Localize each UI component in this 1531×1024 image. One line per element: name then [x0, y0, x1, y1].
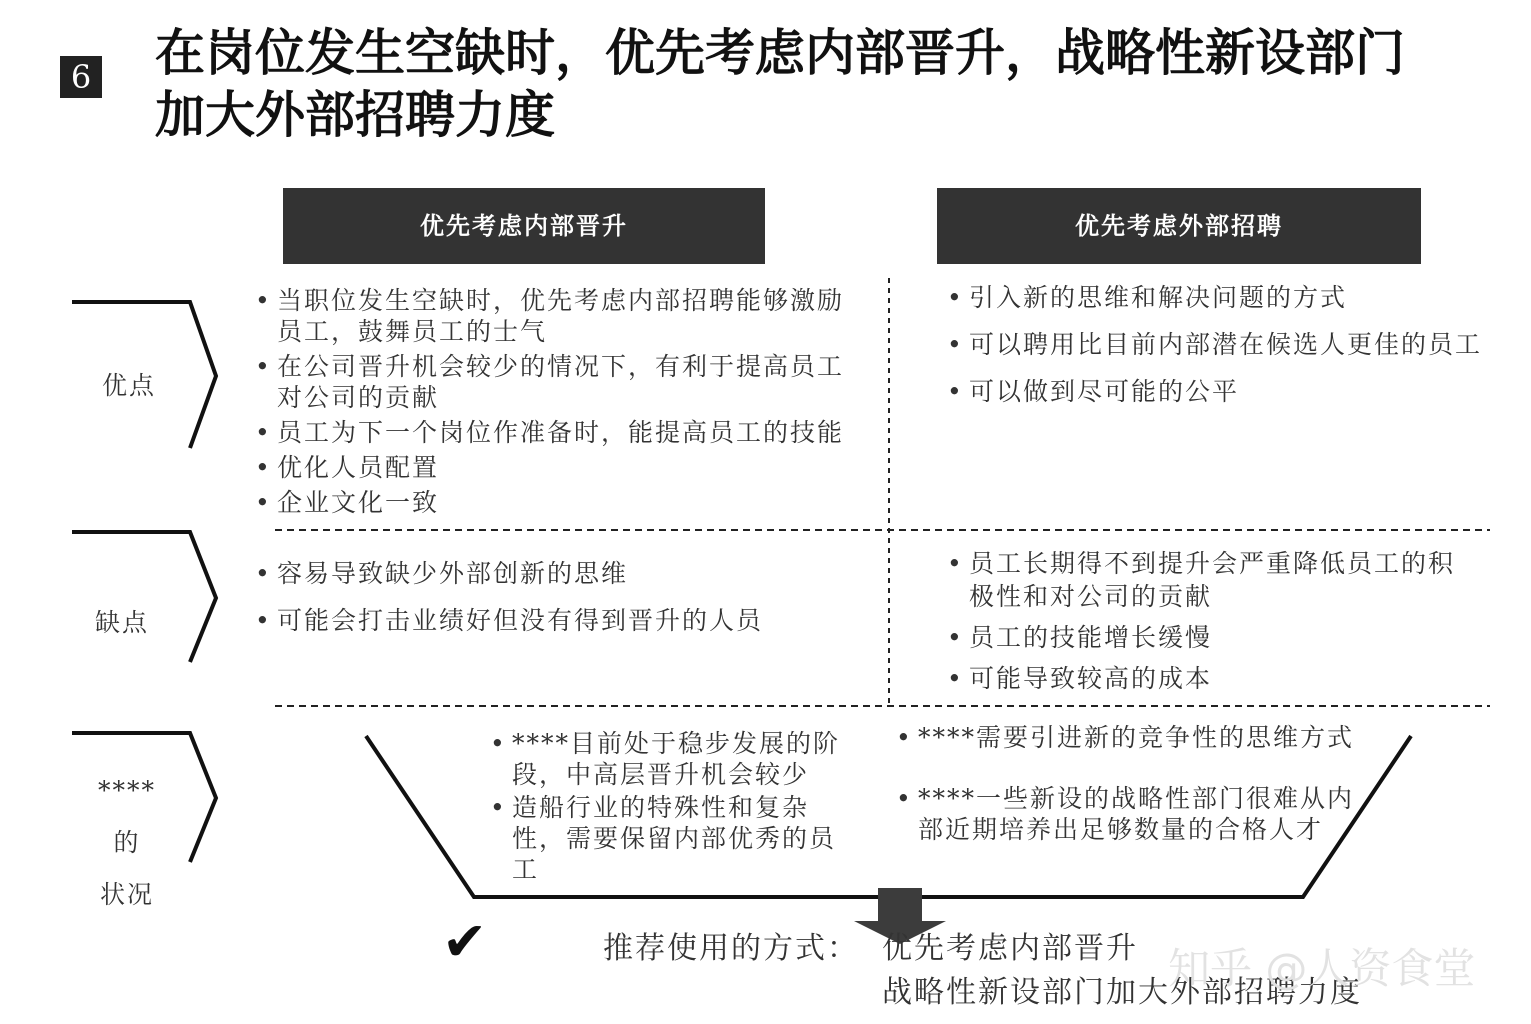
list-item: • 企业文化一致 [255, 487, 867, 518]
row-label-status-line2: 状况 [99, 880, 154, 909]
list-item: • 员工长期得不到提升会严重降低员工的积极性和对公司的贡献 [947, 547, 1457, 613]
list-item: • ****需要引进新的竞争性的思维方式 [896, 722, 1371, 753]
section-number-badge: 6 [60, 56, 102, 98]
list-item: • ****一些新设的战略性部门很难从内部近期培养出足够数量的合格人才 [896, 783, 1371, 845]
list-item: • 造船行业的特殊性和复杂性，需要保留内部优秀的员工 [490, 792, 855, 885]
row-label-cons: 缺点 [95, 608, 150, 637]
list-item: • 优化人员配置 [255, 452, 867, 483]
list-item: • 在公司晋升机会较少的情况下，有利于提高员工对公司的贡献 [255, 351, 867, 413]
watermark: 知乎 @人资食堂 [1168, 944, 1476, 993]
recommendation-line-2: 战略性新设部门加大外部招聘力度 [882, 975, 1362, 1010]
recommendation-label: 推荐使用的方式： [603, 931, 859, 966]
title-line-2: 加大外部招聘力度 [155, 85, 555, 144]
list-item: • 可能导致较高的成本 [947, 662, 1457, 695]
recommendation-line-1: 优先考虑内部晋升 [882, 931, 1138, 966]
column-header-external: 优先考虑外部招聘 [937, 188, 1421, 264]
cons-internal-list [255, 558, 867, 636]
list-item: • 可能会打击业绩好但没有得到晋升的人员 [255, 605, 867, 636]
row-label-pros: 优点 [102, 371, 157, 400]
checkmark-icon: ✔ [442, 910, 488, 973]
cons-external-list [947, 547, 1457, 695]
pros-external-list [947, 282, 1522, 407]
list-item: • ****目前处于稳步发展的阶段，中高层晋升机会较少 [490, 728, 855, 790]
list-item: • 容易导致缺少外部创新的思维 [255, 558, 867, 589]
column-header-internal: 优先考虑内部晋升 [283, 188, 765, 264]
status-internal-list [490, 728, 855, 885]
list-item: • 可以做到尽可能的公平 [947, 376, 1522, 407]
list-item: • 员工的技能增长缓慢 [947, 621, 1457, 654]
chevron-cons [72, 532, 216, 662]
list-item: • 可以聘用比目前内部潜在候选人更佳的员工 [947, 329, 1522, 360]
list-item: • 引入新的思维和解决问题的方式 [947, 282, 1522, 313]
row-label-status-line1: ****的 [98, 776, 156, 857]
list-item: • 员工为下一个岗位作准备时，能提高员工的技能 [255, 417, 867, 448]
list-item: • 当职位发生空缺时，优先考虑内部招聘能够激励员工，鼓舞员工的士气 [255, 285, 867, 347]
status-external-list [896, 722, 1371, 845]
pros-internal-list [255, 285, 867, 518]
row-label-status [85, 765, 169, 921]
title-line-1: 在岗位发生空缺时，优先考虑内部晋升，战略性新设部门 [155, 23, 1405, 82]
